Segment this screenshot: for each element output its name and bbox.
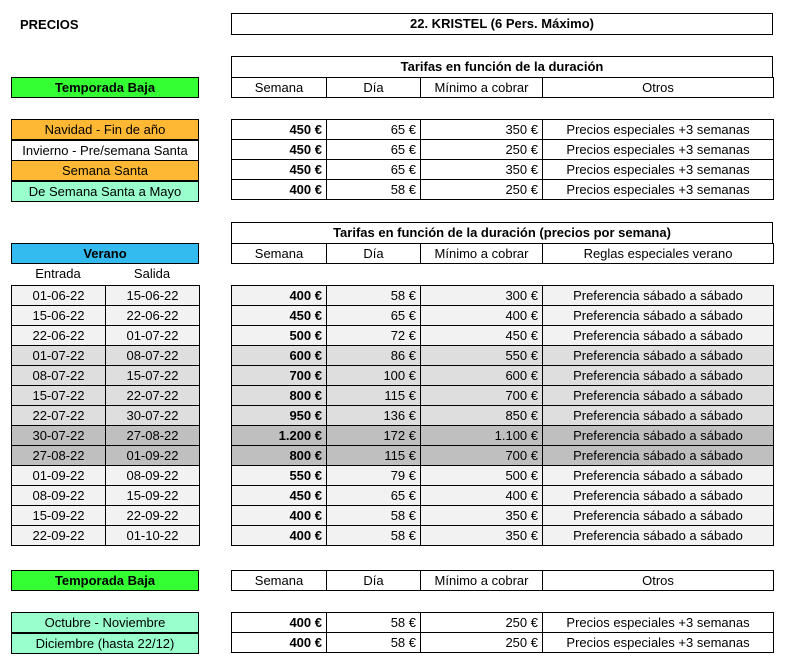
- minimum-charge: 350 €: [421, 160, 543, 180]
- day-price: 172 €: [327, 426, 421, 446]
- exit-date: 22-06-22: [106, 306, 200, 326]
- summer-header-table: [231, 243, 774, 264]
- date-row: [12, 386, 200, 406]
- entry-date: 27-08-22: [12, 446, 106, 466]
- minimum-charge: 350 €: [421, 120, 543, 140]
- week-price: 400 €: [232, 633, 327, 653]
- page-title: PRECIOS: [20, 17, 79, 32]
- entry-date: 08-09-22: [12, 486, 106, 506]
- day-price: 65 €: [327, 486, 421, 506]
- col-header-other: Otros: [543, 571, 774, 591]
- date-row: [12, 526, 200, 546]
- week-price: 700 €: [232, 366, 327, 386]
- table-row: [232, 160, 774, 180]
- week-price: 600 €: [232, 346, 327, 366]
- week-price: 450 €: [232, 140, 327, 160]
- exit-date: 27-08-22: [106, 426, 200, 446]
- exit-date: 15-06-22: [106, 286, 200, 306]
- col-header-day: Día: [327, 571, 421, 591]
- day-price: 72 €: [327, 326, 421, 346]
- table-row: [232, 386, 774, 406]
- day-price: 65 €: [327, 120, 421, 140]
- exit-header: Salida: [133, 266, 171, 281]
- col-header-week: Semana: [232, 244, 327, 264]
- col-header-day: Día: [327, 244, 421, 264]
- date-row: [12, 406, 200, 426]
- exit-date: 22-09-22: [106, 506, 200, 526]
- summer-label: Verano: [11, 243, 199, 264]
- col-header-other: Otros: [543, 78, 774, 98]
- minimum-charge: 400 €: [421, 306, 543, 326]
- week-price: 800 €: [232, 446, 327, 466]
- week-price: 1.200 €: [232, 426, 327, 446]
- other-note: Precios especiales +3 semanas: [543, 613, 774, 633]
- day-price: 115 €: [327, 446, 421, 466]
- date-row: [12, 366, 200, 386]
- day-price: 136 €: [327, 406, 421, 426]
- col-header-rules: Reglas especiales verano: [543, 244, 774, 264]
- week-price: 400 €: [232, 526, 327, 546]
- summer-price-table: [231, 285, 774, 546]
- entry-header: Entrada: [35, 266, 81, 281]
- entry-date: 30-07-22: [12, 426, 106, 446]
- minimum-charge: 400 €: [421, 486, 543, 506]
- special-rule: Preferencia sábado a sábado: [543, 386, 774, 406]
- low-season-label: Temporada Baja: [11, 77, 199, 98]
- week-price: 450 €: [232, 120, 327, 140]
- day-price: 65 €: [327, 160, 421, 180]
- special-rule: Preferencia sábado a sábado: [543, 326, 774, 346]
- table-row: [232, 526, 774, 546]
- period-label: Invierno - Pre/semana Santa: [11, 140, 199, 161]
- week-price: 450 €: [232, 160, 327, 180]
- col-header-week: Semana: [232, 571, 327, 591]
- special-rule: Preferencia sábado a sábado: [543, 306, 774, 326]
- entry-date: 22-06-22: [12, 326, 106, 346]
- day-price: 58 €: [327, 180, 421, 200]
- date-row: [12, 326, 200, 346]
- entry-date: 22-07-22: [12, 406, 106, 426]
- table-row: [232, 486, 774, 506]
- table-row: [232, 506, 774, 526]
- day-price: 58 €: [327, 633, 421, 653]
- col-header-day: Día: [327, 78, 421, 98]
- week-price: 400 €: [232, 613, 327, 633]
- low-season-2-header-table: [231, 570, 774, 591]
- date-row: [12, 486, 200, 506]
- exit-date: 08-09-22: [106, 466, 200, 486]
- table-row: [232, 466, 774, 486]
- table-row: [232, 346, 774, 366]
- day-price: 58 €: [327, 613, 421, 633]
- minimum-charge: 250 €: [421, 633, 543, 653]
- period-label: Navidad - Fin de año: [11, 119, 199, 140]
- week-price: 400 €: [232, 286, 327, 306]
- special-rule: Preferencia sábado a sábado: [543, 366, 774, 386]
- date-row: [12, 446, 200, 466]
- entry-date: 01-07-22: [12, 346, 106, 366]
- entry-date: 22-09-22: [12, 526, 106, 546]
- date-row: [12, 506, 200, 526]
- minimum-charge: 250 €: [421, 140, 543, 160]
- special-rule: Preferencia sábado a sábado: [543, 346, 774, 366]
- col-header-min: Mínimo a cobrar: [421, 244, 543, 264]
- special-rule: Preferencia sábado a sábado: [543, 466, 774, 486]
- table-row: [232, 286, 774, 306]
- special-rule: Preferencia sábado a sábado: [543, 286, 774, 306]
- table-row: [232, 306, 774, 326]
- exit-date: 01-09-22: [106, 446, 200, 466]
- special-rule: Preferencia sábado a sábado: [543, 426, 774, 446]
- date-row: [12, 466, 200, 486]
- date-row: [12, 286, 200, 306]
- date-row: [12, 306, 200, 326]
- week-price: 950 €: [232, 406, 327, 426]
- minimum-charge: 500 €: [421, 466, 543, 486]
- special-rule: Preferencia sábado a sábado: [543, 486, 774, 506]
- minimum-charge: 300 €: [421, 286, 543, 306]
- summer-section-title: Tarifas en función de la duración (precios por semana): [231, 222, 773, 243]
- entry-date: 01-06-22: [12, 286, 106, 306]
- property-name: 22. KRISTEL (6 Pers. Máximo): [231, 13, 773, 35]
- week-price: 500 €: [232, 326, 327, 346]
- col-header-week: Semana: [232, 78, 327, 98]
- low-season-header-table: [231, 77, 774, 98]
- minimum-charge: 450 €: [421, 326, 543, 346]
- exit-date: 22-07-22: [106, 386, 200, 406]
- special-rule: Preferencia sábado a sábado: [543, 506, 774, 526]
- date-row: [12, 426, 200, 446]
- other-note: Precios especiales +3 semanas: [543, 140, 774, 160]
- other-note: Precios especiales +3 semanas: [543, 633, 774, 653]
- low-season-2-price-table: [231, 612, 774, 653]
- table-row: [232, 446, 774, 466]
- week-price: 400 €: [232, 506, 327, 526]
- col-header-min: Mínimo a cobrar: [421, 571, 543, 591]
- special-rule: Preferencia sábado a sábado: [543, 406, 774, 426]
- table-row: [232, 633, 774, 653]
- week-price: 550 €: [232, 466, 327, 486]
- low-season-price-table: [231, 119, 774, 200]
- table-row: [232, 180, 774, 200]
- other-note: Precios especiales +3 semanas: [543, 120, 774, 140]
- day-price: 65 €: [327, 140, 421, 160]
- col-header-min: Mínimo a cobrar: [421, 78, 543, 98]
- minimum-charge: 250 €: [421, 613, 543, 633]
- entry-date: 15-06-22: [12, 306, 106, 326]
- other-note: Precios especiales +3 semanas: [543, 180, 774, 200]
- minimum-charge: 550 €: [421, 346, 543, 366]
- minimum-charge: 350 €: [421, 526, 543, 546]
- entry-date: 08-07-22: [12, 366, 106, 386]
- week-price: 450 €: [232, 486, 327, 506]
- table-row: [232, 613, 774, 633]
- period-label: De Semana Santa a Mayo: [11, 181, 199, 202]
- other-note: Precios especiales +3 semanas: [543, 160, 774, 180]
- exit-date: 15-09-22: [106, 486, 200, 506]
- week-price: 800 €: [232, 386, 327, 406]
- day-price: 115 €: [327, 386, 421, 406]
- exit-date: 01-07-22: [106, 326, 200, 346]
- period-label: Semana Santa: [11, 160, 199, 181]
- week-price: 400 €: [232, 180, 327, 200]
- minimum-charge: 700 €: [421, 386, 543, 406]
- exit-date: 08-07-22: [106, 346, 200, 366]
- day-price: 58 €: [327, 286, 421, 306]
- special-rule: Preferencia sábado a sábado: [543, 446, 774, 466]
- entry-date: 15-07-22: [12, 386, 106, 406]
- minimum-charge: 1.100 €: [421, 426, 543, 446]
- exit-date: 30-07-22: [106, 406, 200, 426]
- minimum-charge: 350 €: [421, 506, 543, 526]
- table-row: [232, 406, 774, 426]
- minimum-charge: 250 €: [421, 180, 543, 200]
- day-price: 58 €: [327, 526, 421, 546]
- summer-dates-table: [11, 285, 200, 546]
- low-season-section-title: Tarifas en función de la duración: [231, 56, 773, 77]
- period-label: Diciembre (hasta 22/12): [11, 633, 199, 654]
- day-price: 65 €: [327, 306, 421, 326]
- entry-date: 01-09-22: [12, 466, 106, 486]
- day-price: 79 €: [327, 466, 421, 486]
- day-price: 86 €: [327, 346, 421, 366]
- day-price: 100 €: [327, 366, 421, 386]
- entry-date: 15-09-22: [12, 506, 106, 526]
- exit-date: 15-07-22: [106, 366, 200, 386]
- period-label: Octubre - Noviembre: [11, 612, 199, 633]
- minimum-charge: 600 €: [421, 366, 543, 386]
- minimum-charge: 850 €: [421, 406, 543, 426]
- date-row: [12, 346, 200, 366]
- exit-date: 01-10-22: [106, 526, 200, 546]
- special-rule: Preferencia sábado a sábado: [543, 526, 774, 546]
- table-row: [232, 366, 774, 386]
- minimum-charge: 700 €: [421, 446, 543, 466]
- low-season-2-label: Temporada Baja: [11, 570, 199, 591]
- table-row: [232, 120, 774, 140]
- week-price: 450 €: [232, 306, 327, 326]
- table-row: [232, 326, 774, 346]
- table-row: [232, 426, 774, 446]
- table-row: [232, 140, 774, 160]
- day-price: 58 €: [327, 506, 421, 526]
